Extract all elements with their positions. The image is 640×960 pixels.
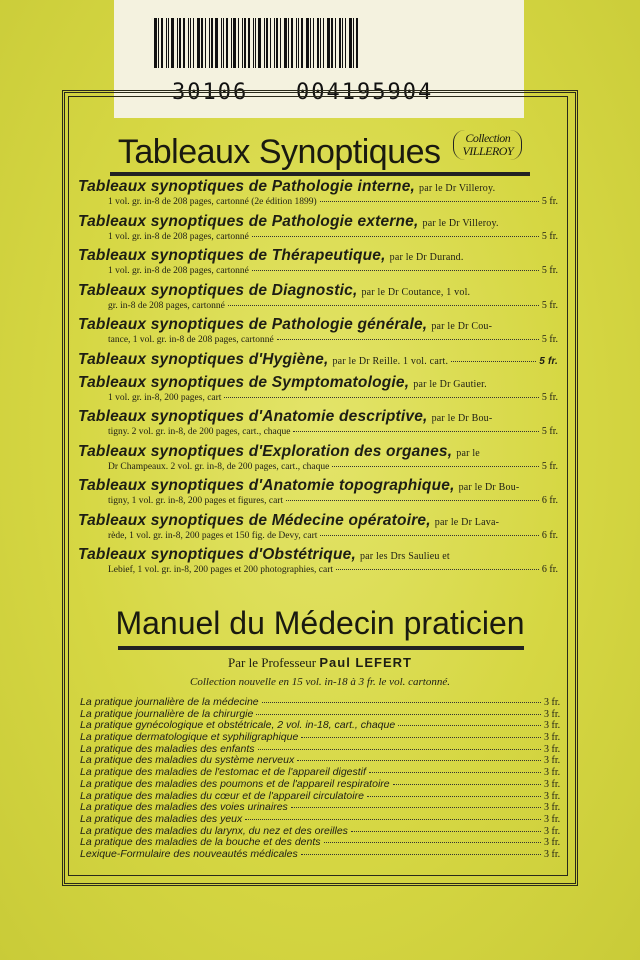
manual-price: 3 fr. (544, 813, 561, 825)
manual-price: 3 fr. (544, 837, 561, 849)
entry-author: par le Dr Bou- (458, 482, 520, 493)
manual-title: La pratique des maladies des yeux (80, 812, 243, 825)
collection-label: Collection (465, 131, 511, 145)
entry-detail (78, 334, 558, 345)
tableau-entry (78, 512, 558, 541)
leader-dots (320, 535, 539, 536)
manual-item (80, 825, 570, 837)
tableau-entry (78, 351, 558, 369)
entry-author: par le Dr Villeroy. (419, 183, 496, 194)
title-rule (110, 172, 530, 176)
tableau-entry (78, 546, 558, 575)
entry-title-text: Tableaux synoptiques de Pathologie interne, (78, 178, 416, 195)
manual-item (80, 836, 570, 848)
author-line (0, 655, 640, 671)
entry-price: 5 fr. (541, 426, 558, 437)
entry-title-text: Tableaux synoptiques de Thérapeutique, (78, 247, 386, 264)
leader-dots (393, 784, 541, 785)
manuals-list (80, 696, 570, 860)
collection-badge (453, 130, 522, 160)
manual-price: 3 fr. (544, 697, 561, 708)
entry-detail (78, 231, 558, 242)
leader-dots (367, 796, 541, 797)
tableau-entry (78, 477, 558, 506)
manual-price: 3 fr. (544, 825, 561, 837)
entry-detail (78, 300, 558, 311)
entry-author: par le Dr Reille. 1 vol. cart. (332, 355, 449, 367)
entry-price: 5 fr. (541, 265, 558, 276)
manual-title: La pratique des maladies de la bouche et des dents (80, 836, 321, 849)
leader-dots (398, 725, 541, 726)
section-title-text: Tableaux Synoptiques (117, 133, 441, 171)
entry-price: 5 fr. (541, 391, 558, 403)
manual-item (80, 778, 570, 790)
manual-title: Lexique-Formulaire des nouveautés médicales (80, 847, 298, 860)
entry-detail (78, 196, 558, 207)
entry-detail (78, 426, 558, 437)
section-title-manuel: Manuel du Médecin praticien (115, 605, 525, 641)
manual-title: La pratique des maladies du cœur et de l'appareil circulatoire (80, 789, 364, 802)
manual-title: La pratique dermatologique et syphiligraphique (80, 731, 299, 744)
manual-price: 3 fr. (544, 732, 561, 744)
leader-dots (228, 305, 539, 306)
manual-price: 3 fr. (544, 790, 561, 802)
entry-title-text: Tableaux synoptiques de Pathologie générale, (78, 316, 428, 333)
manual-title: La pratique des maladies du système nerveux (80, 754, 295, 767)
leader-dots (286, 500, 539, 501)
entry-author: par le Dr Gautier. (413, 378, 487, 390)
barcode-number-right: 004195904 (296, 80, 434, 105)
leader-dots (258, 749, 541, 750)
entry-title (78, 546, 558, 564)
tableau-entry (78, 408, 558, 437)
entry-author: par le Dr Durand. (389, 252, 464, 263)
entry-author: par le Dr Cou- (431, 321, 493, 332)
leader-dots (320, 201, 539, 202)
entry-detail-text: 1 vol. gr. in-8 de 208 pages, cartonné (108, 266, 249, 276)
entry-author: par le Dr Coutance, 1 vol. (361, 286, 471, 298)
entry-detail-text: Lebief, 1 vol. gr. in-8, 200 pages et 200 photographies, cart (108, 565, 334, 575)
entry-price: 5 fr. (541, 196, 558, 207)
leader-dots (277, 339, 539, 340)
manual-title: La pratique des maladies des voies urinaires (80, 801, 288, 814)
manual-price: 3 fr. (544, 767, 561, 779)
manuel-rule (118, 646, 524, 650)
manual-title: La pratique journalière de la chirurgie (80, 707, 254, 720)
entry-title (78, 213, 558, 231)
entry-detail-text: gr. in-8 de 208 pages, cartonné (108, 300, 225, 311)
manual-item (80, 790, 570, 802)
leader-dots (293, 431, 538, 432)
entry-title-text: Tableaux synoptiques de Médecine opératoire, (78, 511, 431, 529)
entry-title (78, 477, 558, 495)
entry-detail (78, 461, 558, 472)
tableau-entry (78, 282, 558, 311)
entry-title-text: Tableaux synoptiques d'Anatomie topographique, (78, 477, 455, 494)
entry-price: 5 fr. (541, 299, 558, 311)
manual-item (80, 708, 570, 720)
leader-dots (291, 807, 541, 808)
manual-price: 3 fr. (544, 743, 561, 755)
entry-detail-text: 1 vol. gr. in-8 de 208 pages, cartonné (2e édition 1899) (108, 197, 317, 207)
entry-price: 5 fr. (541, 460, 558, 472)
manual-item (80, 813, 570, 825)
manual-price: 3 fr. (544, 802, 561, 814)
leader-dots (351, 831, 541, 832)
manual-price: 3 fr. (544, 708, 561, 720)
entry-title (78, 512, 558, 530)
entry-title (78, 247, 558, 265)
tableau-entry (78, 374, 558, 403)
entry-detail (78, 564, 558, 575)
entry-title-text: Tableaux synoptiques de Diagnostic, (78, 281, 358, 299)
author-name: Paul LEFERT (319, 655, 412, 670)
entry-title (78, 282, 558, 300)
leader-dots (252, 236, 539, 237)
manual-item (80, 696, 570, 708)
entry-title-text: Tableaux synoptiques d'Anatomie descriptive, (78, 408, 428, 425)
entry-title (78, 351, 558, 369)
manual-title: La pratique des maladies des poumons et de l'appareil respiratoire (80, 777, 390, 790)
barcode (154, 18, 404, 68)
entry-price: 6 fr. (541, 495, 558, 506)
manual-title: La pratique des maladies des enfants (80, 742, 255, 755)
leader-dots (224, 397, 538, 398)
entry-title-text: Tableaux synoptiques d'Exploration des organes, (78, 442, 453, 460)
manual-title: La pratique gynécologique et obstétricale, 2 vol. in-18, cart., chaque (80, 719, 396, 732)
manual-item (80, 731, 570, 743)
entry-author: par le Dr Bou- (431, 413, 493, 424)
manual-item (80, 754, 570, 766)
entry-title-text: Tableaux synoptiques d'Obstétrique, (78, 546, 356, 563)
manual-item (80, 719, 570, 731)
leader-dots (245, 819, 541, 820)
manual-title: La pratique des maladies de l'estomac et de l'appareil digestif (80, 766, 366, 779)
entry-detail-text: Dr Champeaux. 2 vol. gr. in-8, de 200 pages, cart., chaque (108, 461, 330, 472)
entry-detail (78, 495, 558, 506)
entry-price: 6 fr. (541, 564, 558, 575)
leader-dots (297, 760, 541, 761)
leader-dots (324, 842, 541, 843)
entry-author: par le Dr Villeroy. (422, 217, 499, 229)
entry-detail-text: tigny, 1 vol. gr. in-8, 200 pages et figures, cart (108, 496, 284, 506)
leader-dots (332, 466, 539, 467)
entry-author: par les Drs Saulieu et (359, 551, 450, 562)
entry-price: 5 fr. (539, 355, 558, 367)
manual-item (80, 801, 570, 813)
entry-title (78, 316, 558, 334)
entry-title-text: Tableaux synoptiques de Symptomatologie, (78, 373, 410, 391)
manual-price: 3 fr. (544, 755, 561, 767)
entry-title (78, 443, 558, 461)
manual-price: 3 fr. (544, 720, 561, 732)
entry-author: par le Dr Lava- (434, 516, 500, 528)
entry-detail-text: 1 vol. gr. in-8 de 208 pages, cartonné (108, 231, 249, 242)
entry-detail (78, 530, 558, 541)
entry-price: 6 fr. (541, 529, 558, 541)
tableau-entry (78, 247, 558, 276)
manual-item (80, 766, 570, 778)
leader-dots (451, 361, 536, 362)
entry-author: par le (456, 447, 480, 459)
manual-title: La pratique journalière de la médecine (80, 696, 259, 708)
entry-title (78, 374, 558, 392)
entry-detail-text: tigny. 2 vol. gr. in-8, de 200 pages, cart., chaque (108, 427, 291, 437)
leader-dots (252, 270, 539, 271)
collection-name: VILLEROY (462, 144, 514, 158)
section-title-tableaux (0, 130, 640, 172)
entry-title (78, 408, 558, 426)
tableau-entry (78, 443, 558, 472)
entry-detail-text: tance, 1 vol. gr. in-8 de 208 pages, cartonné (108, 335, 274, 345)
leader-dots (369, 772, 541, 773)
leader-dots (336, 569, 539, 570)
entry-detail (78, 265, 558, 276)
manual-item (80, 848, 570, 860)
entry-price: 5 fr. (541, 230, 558, 242)
leader-dots (301, 737, 541, 738)
entry-detail-text: 1 vol. gr. in-8, 200 pages, cart (108, 392, 222, 403)
leader-dots (262, 702, 541, 703)
manual-price: 3 fr. (544, 848, 561, 860)
entry-price: 5 fr. (541, 334, 558, 345)
leader-dots (256, 714, 541, 715)
author-prefix: Par le Professeur (228, 655, 317, 670)
leader-dots (301, 854, 541, 855)
tableau-entry (78, 316, 558, 345)
tableau-entry (78, 213, 558, 242)
barcode-number-left: 30106 (172, 80, 249, 105)
entry-title-text: Tableaux synoptiques d'Hygiène, (78, 350, 329, 368)
entry-title-text: Tableaux synoptiques de Pathologie externe, (78, 212, 419, 230)
tableau-entry (78, 178, 558, 207)
manual-item (80, 743, 570, 755)
entry-title (78, 178, 558, 196)
manual-title: La pratique des maladies du larynx, du nez et des oreilles (80, 824, 348, 837)
entry-detail-text: rède, 1 vol. gr. in-8, 200 pages et 150 fig. de Devy, cart (108, 530, 318, 541)
manual-price: 3 fr. (544, 778, 561, 790)
entry-detail (78, 392, 558, 403)
collection-note: Collection nouvelle en 15 vol. in-18 à 3 fr. le vol. cartonné. (190, 676, 450, 688)
